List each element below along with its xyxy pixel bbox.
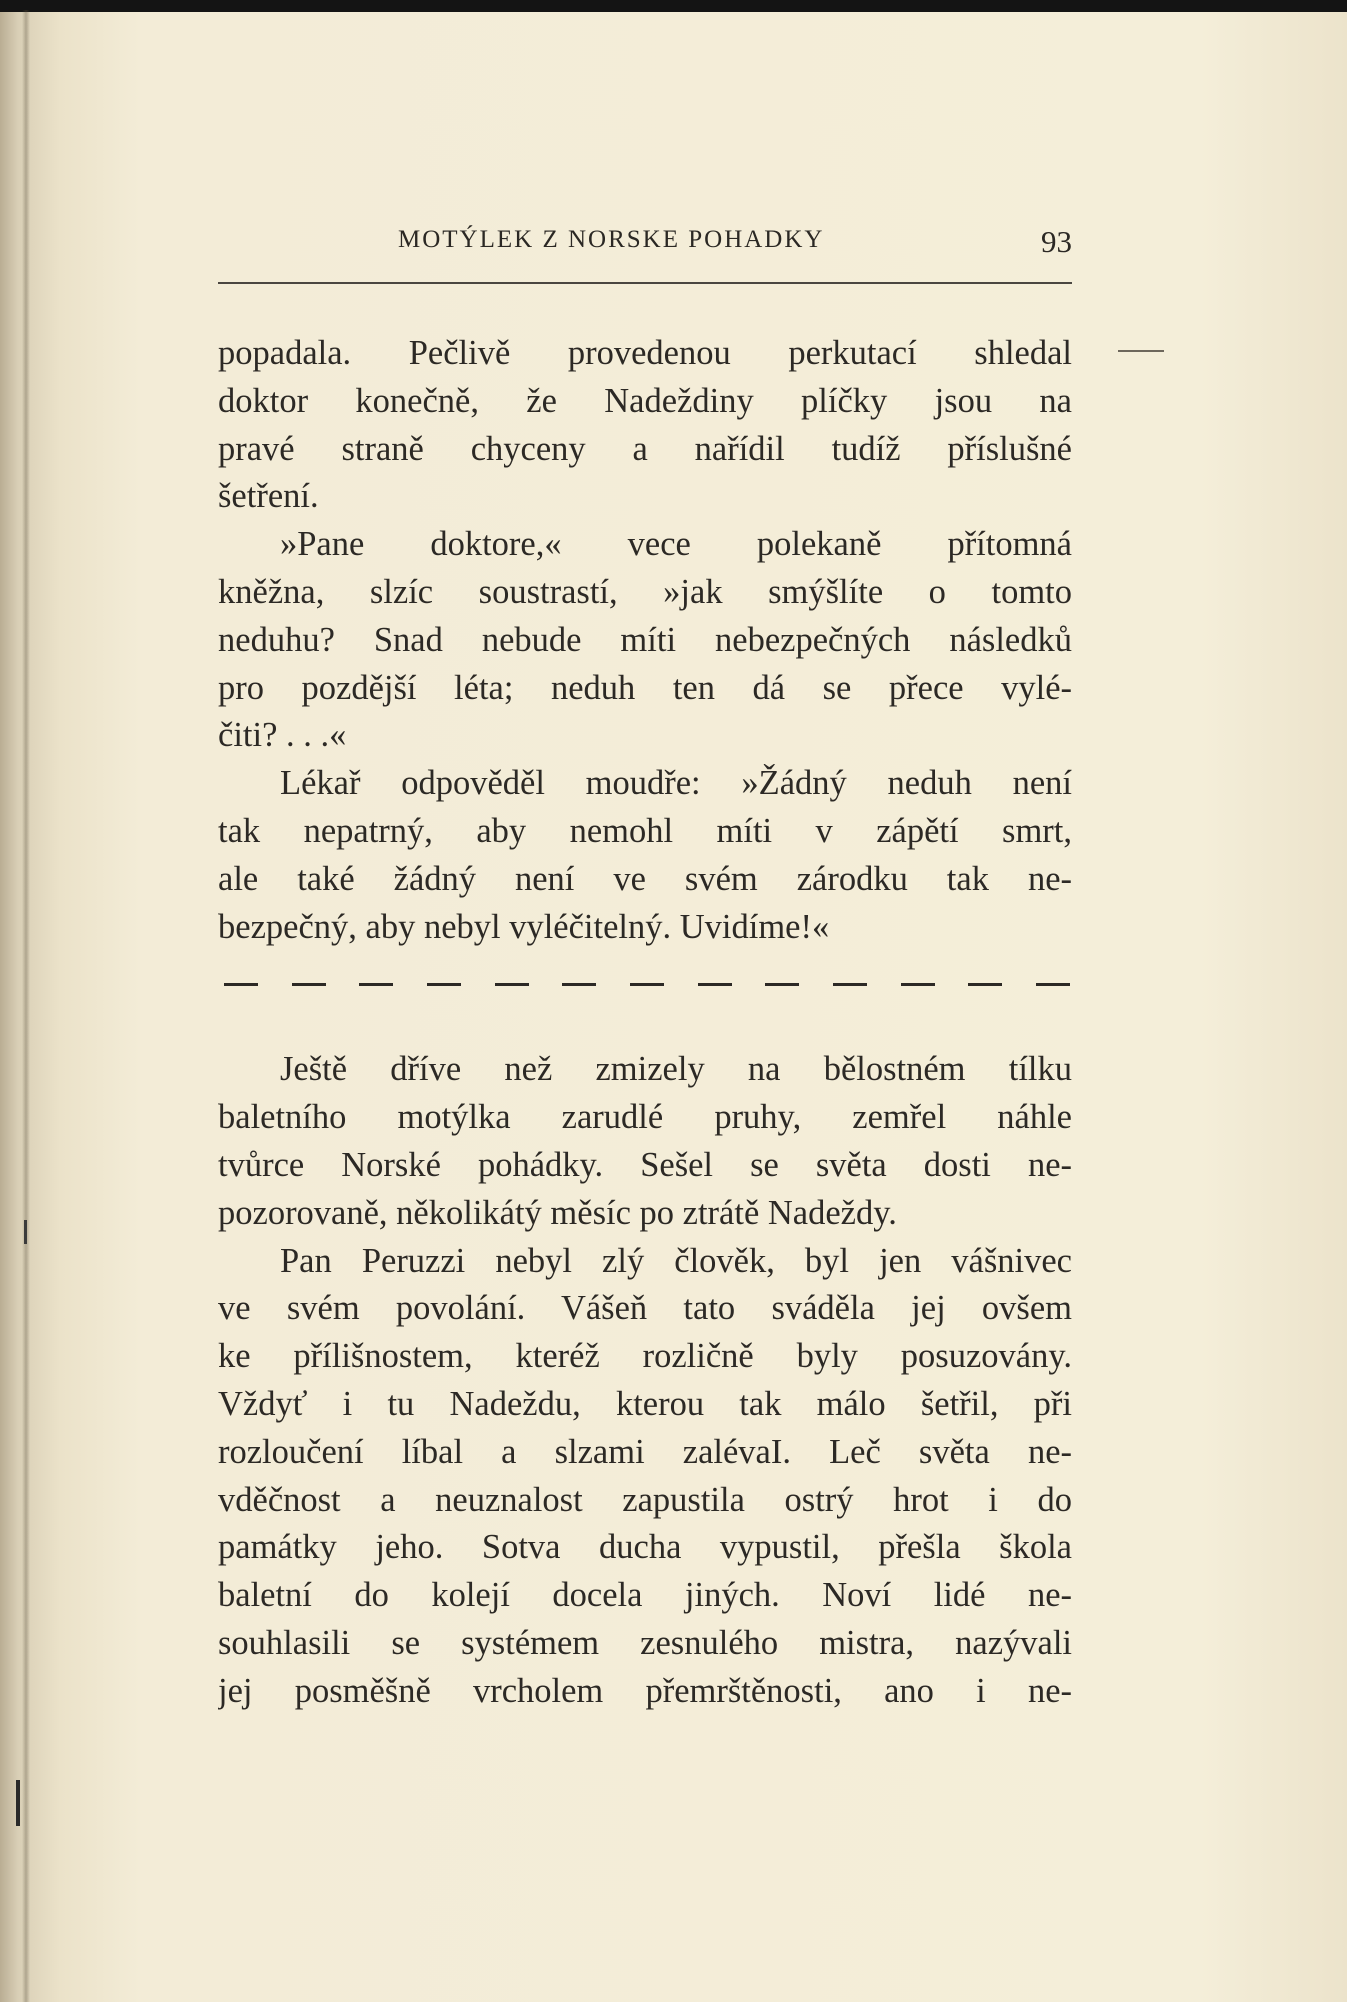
divider-dash — [292, 983, 326, 986]
text-line: popadala. Pečlivě provedenou perkutací shledal — [218, 334, 1072, 372]
text-line: pozorovaně, několikátý měsíc po ztrátě Nadeždy. — [218, 1193, 897, 1232]
scan-top-edge — [0, 0, 1347, 12]
text-line: souhlasili se systémem zesnulého mistra, nazývali — [218, 1623, 1072, 1662]
divider-dash — [630, 983, 664, 986]
divider-dash — [1036, 983, 1070, 986]
divider-dash — [427, 983, 461, 986]
text-line: doktor konečně, že Nadeždiny plíčky jsou na — [218, 381, 1072, 420]
text-line: baletní do kolejí docela jiných. Noví lidé ne- — [218, 1576, 1072, 1615]
divider-dash — [968, 983, 1002, 986]
divider-dash — [359, 983, 393, 986]
divider-dash — [698, 983, 732, 986]
page-number: 93 — [1041, 224, 1072, 259]
text-line: pravé straně chyceny a nařídil tudíž příslušné — [218, 429, 1072, 468]
section-break-space — [218, 951, 1072, 1046]
paragraph — [218, 1046, 1072, 1237]
text-line: tvůrce Norské pohádky. Sešel se světa dosti ne- — [218, 1145, 1072, 1184]
text-line: »Pane doktore,« vece polekaně přítomná — [280, 525, 1072, 564]
text-line: Lékař odpověděl moudře: »Žádný neduh není — [280, 764, 1072, 803]
text-line: kněžna, slzíc soustrastí, »jak smýšlíte o tomto — [218, 572, 1072, 611]
text-line: šetření. — [218, 477, 319, 516]
divider-dash — [765, 983, 799, 986]
text-line: čiti? . . .« — [218, 716, 347, 755]
divider-dash — [224, 983, 258, 986]
text-line: Ještě dříve než zmizely na bělostném tílku — [280, 1050, 1072, 1089]
section-divider — [224, 983, 1070, 987]
paragraph — [218, 330, 1072, 521]
text-line: památky jeho. Sotva ducha vypustil, přešla škola — [218, 1528, 1072, 1567]
text-line: Vždyť i tu Nadeždu, kterou tak málo šetřil, při — [218, 1384, 1072, 1423]
text-line: neduhu? Snad nebude míti nebezpečných následků — [218, 620, 1072, 659]
paragraph — [218, 521, 1072, 760]
margin-mark — [1118, 350, 1164, 352]
text-line: Pan Peruzzi nebyl zlý člověk, byl jen vášnivec — [280, 1241, 1072, 1280]
running-title: MOTÝLEK Z NORSKE POHADKY — [398, 226, 825, 253]
divider-dash — [495, 983, 529, 986]
text-line: bezpečný, aby nebyl vyléčitelný. Uvidíme!« — [218, 907, 830, 946]
text-line: baletního motýlka zarudlé pruhy, zemřel náhle — [218, 1098, 1072, 1137]
text-line: jej posměšně vrcholem přemrštěnosti, ano i ne- — [218, 1671, 1072, 1710]
text-line: vděčnost a neuznalost zapustila ostrý hrot i do — [218, 1480, 1072, 1519]
divider-dash — [833, 983, 867, 986]
text-line: tak nepatrný, aby nemohl míti v zápětí smrt, — [218, 811, 1072, 850]
divider-dash — [901, 983, 935, 986]
header-rule — [218, 282, 1072, 284]
text-line: ve svém povolání. Vášeň tato sváděla jej ovšem — [218, 1289, 1072, 1328]
text-line: rozloučení líbal a slzami zalévaI. Leč světa ne- — [218, 1432, 1072, 1471]
running-header — [218, 226, 1072, 266]
paragraph — [218, 1238, 1072, 1716]
text-line: ke přílišnostem, kteréž rozličně byly posuzovány. — [218, 1337, 1072, 1376]
text-line: ale také žádný není ve svém zárodku tak ne- — [218, 859, 1072, 898]
paragraph — [218, 760, 1072, 951]
book-spine-shadow — [22, 10, 30, 2002]
spine-mark — [24, 1220, 27, 1244]
body-text — [218, 330, 1072, 1716]
divider-dash — [562, 983, 596, 986]
text-line: pro pozdější léta; neduh ten dá se přece vylé- — [218, 668, 1072, 707]
spine-mark — [16, 1780, 20, 1826]
